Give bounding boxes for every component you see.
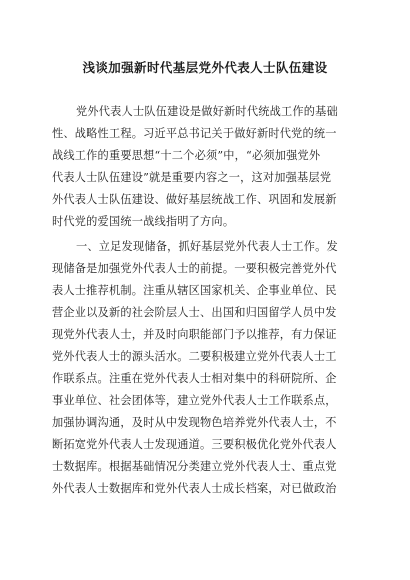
paragraph-line: 现储备是加强党外代表人士的前提。一要积极完善党外代 <box>52 262 337 275</box>
paragraph-line: 现党外代表人士，并及时向职能部门予以推荐，有力保证 <box>52 328 337 341</box>
paragraph-line: 作联系点。注重在党外代表人士相对集中的科研院所、企 <box>52 372 337 385</box>
paragraph-line: 党外代表人士的源头活水。二要积极建立党外代表人士工 <box>52 350 337 363</box>
paragraph-intro <box>52 101 358 233</box>
paragraph-line: 事业单位、社会团体等，建立党外代表人士工作联系点， <box>52 394 337 407</box>
paragraph-line: 性、战略性工程。习近平总书记关于做好新时代党的统一 <box>52 127 337 140</box>
paragraph-line: 加强协调沟通，及时从中发现物色培养党外代表人士，不 <box>52 416 337 429</box>
paragraph-line: 表人士推荐机制。注重从辖区国家机关、企事业单位、民 <box>52 284 337 297</box>
paragraph-line: 战线工作的重要思想“十二个必须”中，“必须加强党外 <box>52 149 321 162</box>
paragraph-line: 外代表人士队伍建设、做好基层统战工作、巩固和发展新 <box>52 193 337 206</box>
paragraph-section-one <box>52 236 358 500</box>
paragraph-line: 时代党的爱国统一战线指明了方向。 <box>52 215 235 228</box>
paragraph-line: 士数据库。根据基础情况分类建立党外代表人士、重点党 <box>52 460 337 473</box>
paragraph-line: 党外代表人士队伍建设是做好新时代统战工作的基础 <box>76 105 338 118</box>
paragraph-line: 断拓宽党外代表人士发现通道。三要积极优化党外代表人 <box>52 438 337 451</box>
paragraph-line: 外代表人士数据库和党外代表人士成长档案，对已做政治 <box>52 482 337 495</box>
paragraph-line: 代表人士队伍建设”就是重要内容之一，这对加强基层党 <box>52 171 332 184</box>
document-title: 浅谈加强新时代基层党外代表人士队伍建设 <box>82 60 328 75</box>
paragraph-line: 营企业以及新的社会阶层人士、出国和归国留学人员中发 <box>52 306 337 319</box>
paragraph-line: 一、立足发现储备，抓好基层党外代表人士工作。发 <box>76 240 338 253</box>
